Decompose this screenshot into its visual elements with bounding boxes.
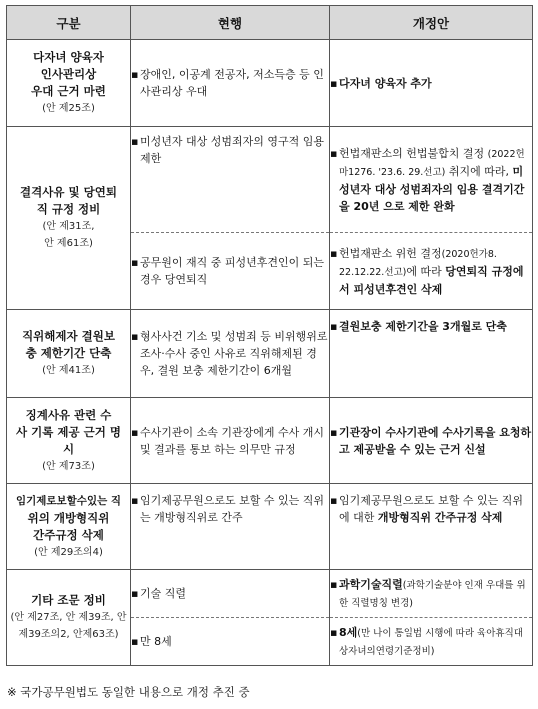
revised-text: 결원보충 제한기간을 3개월로 단축 [339,320,507,333]
bullet-icon: ▪ [330,76,338,90]
bullet-icon: ▪ [330,425,338,439]
current-cell [131,398,330,484]
table-row [7,40,533,127]
article-reference: 제39조의2, 안제63조) [18,629,119,640]
revised-cell [330,127,533,233]
current-text: 공무원이 재직 중 피성년후견인이 되는 경우 당연퇴직 [140,256,325,286]
revised-cell [330,570,533,618]
current-text: 장애인, 이공계 전공자, 저소득층 등 인사관리상 우대 [140,68,324,98]
header-category: 구분 [7,6,131,40]
current-text: 임기제공무원으로도 보할 수 있는 직위는 개방형직위로 간주 [140,494,325,524]
category-title-line: 기타 조문 정비 [31,593,106,607]
category-title-line: 임기제로보할수있는 직 [15,494,122,507]
revised-cell [330,484,533,570]
revised-text: 기관장이 수사기관에 수사기록을 요청하고 제공받을 수 있는 근거 신설 [339,425,532,456]
bullet-icon: ▪ [330,494,338,507]
current-cell [131,570,330,618]
bullet-icon: ▪ [131,425,139,439]
category-title-line: 징계사유 관련 수 [25,407,112,422]
current-text: 기술 직렬 [140,587,187,600]
article-reference: (안 제27조, 안 제39조, 안 [10,612,127,623]
bullet-icon: ▪ [330,320,338,333]
category-cell [7,570,131,666]
table-row [7,398,533,484]
bullet-icon: ▪ [330,246,338,260]
current-text: 수사기관이 소속 기관장에게 수사 개시 및 결과를 통보 하는 의무만 규정 [140,425,325,456]
article-reference: 안 제61조) [44,238,93,249]
bullet-icon: ▪ [131,68,139,81]
bullet-icon: ▪ [131,256,139,269]
article-reference: (안 제25조) [42,103,95,114]
footnote: ※ 국가공무원법도 동일한 내용으로 개정 추진 중 [7,685,250,699]
category-cell [7,127,131,310]
category-title-line: 위의 개방형직위 [27,510,110,525]
category-title-line: 우대 근거 마련 [31,84,106,98]
revised-text: 헌법재판소 위헌 결정(2020헌가8. 22.12.22.선고)에 따라 당연퇴직 규정에서 피성년후견인 삭제 [339,246,524,296]
current-cell [131,233,330,310]
category-title-line: 다자녀 양육자 [33,50,104,64]
current-cell [131,40,330,127]
category-title-line: 사 기록 제공 근거 명 [16,424,121,439]
category-title-line: 인사관리상 [40,67,97,81]
revised-text: 임기제공무원으로도 보할 수 있는 직위에 대한 개방형직위 간주규정 삭제 [339,494,524,524]
bullet-icon: ▪ [131,587,139,600]
revised-cell [330,618,533,666]
header-current: 현행 [131,6,330,40]
category-title-line: 직 규정 정비 [36,202,101,216]
revised-text: 헌법재판소의 헌법불합치 결정 (2022헌마1276. '23.6. 29.선고) 취지에 따라, 미성년자 대상 성범죄자의 임용 결격기간을 20년 으로 제한 완화 [339,146,525,213]
revised-cell [330,40,533,127]
category-title-line: 직위해제자 결원보 [22,329,115,343]
category-title-line: 간주규정 삭제 [33,527,104,542]
bullet-icon: ▪ [330,577,338,591]
header-revised: 개정안 [330,6,533,40]
bullet-icon: ▪ [330,625,338,639]
current-text: 미성년자 대상 성범죄자의 영구적 임용 제한 [140,135,325,165]
current-cell [131,618,330,666]
comparison-table [6,5,533,666]
current-cell [131,127,330,233]
bullet-icon: ▪ [131,135,139,148]
table-row [7,127,533,233]
article-reference: (안 제29조의4) [34,546,103,558]
revised-cell [330,310,533,398]
revised-text: 과학기술직렬(과학기술분야 인재 우대를 위한 직렬명칭 변경) [339,577,526,609]
bullet-icon: ▪ [131,635,139,648]
category-title-line: 시 [62,441,75,456]
bullet-icon: ▪ [330,146,338,160]
table-row [7,484,533,570]
article-reference: (안 제73조) [42,460,95,472]
category-title-line: 충 제한기간 단축 [25,346,112,360]
table-row [7,570,533,618]
category-title-line: 결격사유 및 당연퇴 [20,185,117,199]
article-reference: (안 제41조) [42,365,95,376]
revised-text: 8세(만 나이 통일법 시행에 따라 육아휴직대상자녀의연령기준정비) [339,625,523,657]
category-cell [7,310,131,398]
category-cell [7,40,131,127]
revised-text: 다자녀 양육자 추가 [339,76,432,90]
current-text: 만 8세 [140,635,172,648]
current-cell [131,484,330,570]
bullet-icon: ▪ [131,330,139,343]
article-reference: (안 제31조, [42,221,95,232]
revised-cell [330,398,533,484]
current-cell [131,310,330,398]
bullet-icon: ▪ [131,494,139,507]
category-cell [7,398,131,484]
header-row [7,6,533,40]
table-row [7,310,533,398]
revised-cell [330,233,533,310]
category-cell [7,484,131,570]
current-text: 형사사건 기소 및 성범죄 등 비위행위로 조사·수사 중인 사유로 직위해제된 경우, 결원 보충 제한기간이 6개월 [140,330,328,377]
